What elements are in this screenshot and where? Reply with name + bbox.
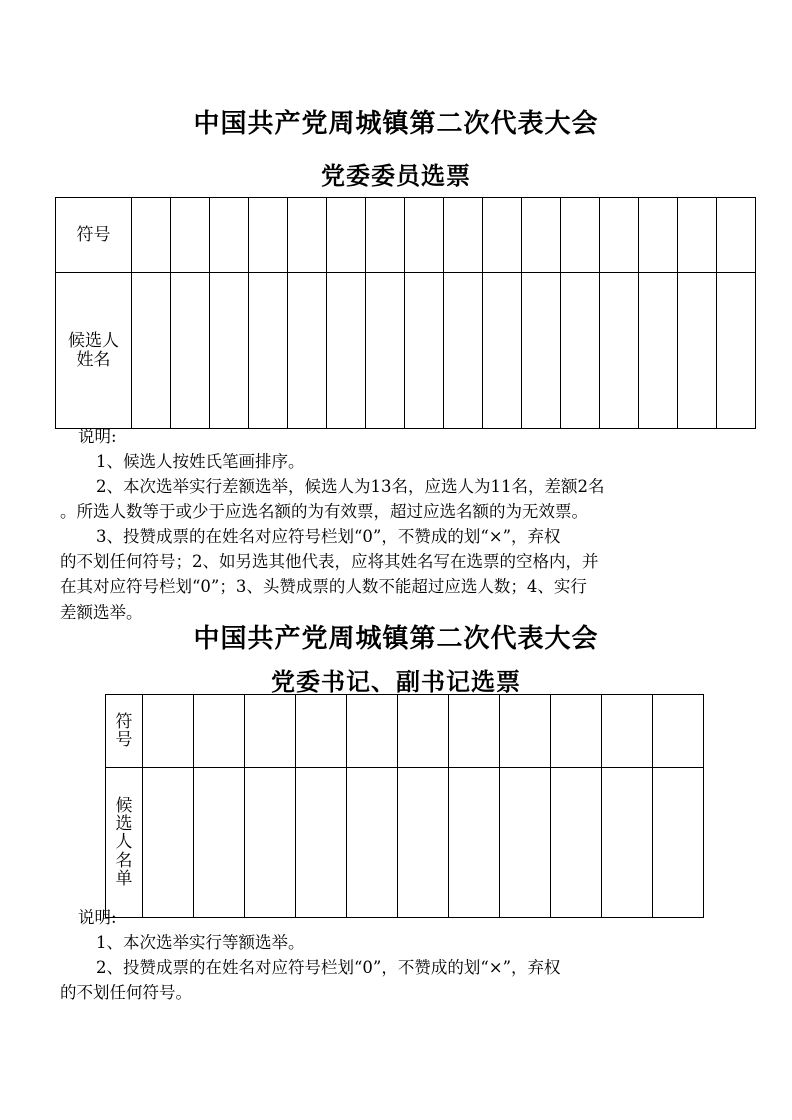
ballot-cell[interactable] (678, 273, 717, 429)
table-row (56, 198, 756, 273)
note-line: 2、本次选举实行差额选举，候选人为13名，应选人为11名，差额2名 (96, 477, 605, 497)
ballot-cell[interactable] (143, 768, 194, 918)
note-line: 1、本次选举实行等额选举。 (96, 933, 305, 953)
note-line: 2、投赞成票的在姓名对应符号栏划“0”，不赞成的划“×”，弃权 (96, 958, 561, 978)
ballot-cell[interactable] (398, 768, 449, 918)
note-line: 在其对应符号栏划“0”；3、头赞成票的人数不能超过应选人数；4、实行 (60, 577, 587, 597)
ballot-cell[interactable] (639, 198, 678, 273)
ballot-cell[interactable] (602, 768, 653, 918)
ballot-cell[interactable] (210, 198, 249, 273)
ballot-cell[interactable] (132, 273, 171, 429)
note-line: 。所选人数等于或少于应选名额的为有效票，超过应选名额的为无效票。 (60, 502, 588, 522)
table-row (106, 768, 704, 918)
ballot1-main-title: 中国共产党周城镇第二次代表大会 (193, 109, 599, 139)
ballot-cell[interactable] (483, 198, 522, 273)
ballot-cell[interactable] (288, 198, 327, 273)
ballot-cell[interactable] (500, 768, 551, 918)
note-line: 差额选举。 (60, 602, 143, 622)
ballot-cell[interactable] (249, 273, 288, 429)
ballot-cell[interactable] (449, 695, 500, 768)
ballot-cell[interactable] (405, 273, 444, 429)
ballot2-subtitle: 党委书记、副书记选票 (271, 668, 521, 696)
notes-heading: 说明: (78, 427, 117, 446)
ballot-cell[interactable] (522, 198, 561, 273)
row-label-candidate-name: 候选人姓名 (56, 273, 132, 429)
ballot-cell[interactable] (653, 695, 704, 768)
ballot-cell[interactable] (602, 695, 653, 768)
ballot-cell[interactable] (600, 198, 639, 273)
row-label-symbol: 符号 (106, 695, 143, 768)
ballot1-subtitle: 党委委员选票 (321, 162, 471, 190)
ballot-cell[interactable] (143, 695, 194, 768)
ballot-cell[interactable] (639, 273, 678, 429)
ballot-cell[interactable] (327, 273, 366, 429)
ballot-cell[interactable] (347, 695, 398, 768)
ballot-cell[interactable] (653, 768, 704, 918)
ballot-cell[interactable] (561, 273, 600, 429)
ballot-cell[interactable] (245, 768, 296, 918)
ballot-cell[interactable] (296, 695, 347, 768)
ballot-cell[interactable] (444, 273, 483, 429)
ballot-cell[interactable] (288, 273, 327, 429)
row-label-candidate-list: 候选人名单 (106, 768, 143, 918)
row-label-symbol: 符号 (56, 198, 132, 273)
ballot-cell[interactable] (717, 198, 756, 273)
ballot-cell[interactable] (449, 768, 500, 918)
ballot-cell[interactable] (600, 273, 639, 429)
ballot-cell[interactable] (132, 198, 171, 273)
ballot1-table (55, 197, 756, 429)
ballot-cell[interactable] (171, 198, 210, 273)
note-line: 1、候选人按姓氏笔画排序。 (96, 452, 305, 472)
ballot-cell[interactable] (194, 695, 245, 768)
ballot2-main-title: 中国共产党周城镇第二次代表大会 (193, 624, 599, 654)
ballot2-notes (60, 905, 736, 1005)
ballot-cell[interactable] (500, 695, 551, 768)
ballot-cell[interactable] (444, 198, 483, 273)
ballot-cell[interactable] (405, 198, 444, 273)
ballot-cell[interactable] (561, 198, 600, 273)
note-line: 的不划任何符号。 (60, 983, 192, 1003)
ballot-cell[interactable] (194, 768, 245, 918)
notes-heading: 说明: (78, 908, 117, 927)
ballot-cell[interactable] (678, 198, 717, 273)
ballot2-table (105, 694, 704, 918)
ballot-cell[interactable] (366, 198, 405, 273)
ballot-cell[interactable] (522, 273, 561, 429)
ballot-cell[interactable] (347, 768, 398, 918)
ballot-cell[interactable] (249, 198, 288, 273)
ballot-cell[interactable] (366, 273, 405, 429)
ballot-cell[interactable] (551, 768, 602, 918)
ballot-cell[interactable] (551, 695, 602, 768)
table-row (106, 695, 704, 768)
note-line: 的不划任何符号；2、如另选其他代表，应将其姓名写在选票的空格内，并 (60, 552, 599, 572)
ballot-cell[interactable] (171, 273, 210, 429)
ballot-cell[interactable] (483, 273, 522, 429)
note-line: 3、投赞成票的在姓名对应符号栏划“0”，不赞成的划“×”，弃权 (96, 527, 561, 547)
ballot-cell[interactable] (210, 273, 249, 429)
table-row (56, 273, 756, 429)
ballot-cell[interactable] (296, 768, 347, 918)
ballot-cell[interactable] (245, 695, 296, 768)
ballot-cell[interactable] (327, 198, 366, 273)
ballot-cell[interactable] (717, 273, 756, 429)
ballot1-notes (60, 424, 736, 625)
ballot-cell[interactable] (398, 695, 449, 768)
